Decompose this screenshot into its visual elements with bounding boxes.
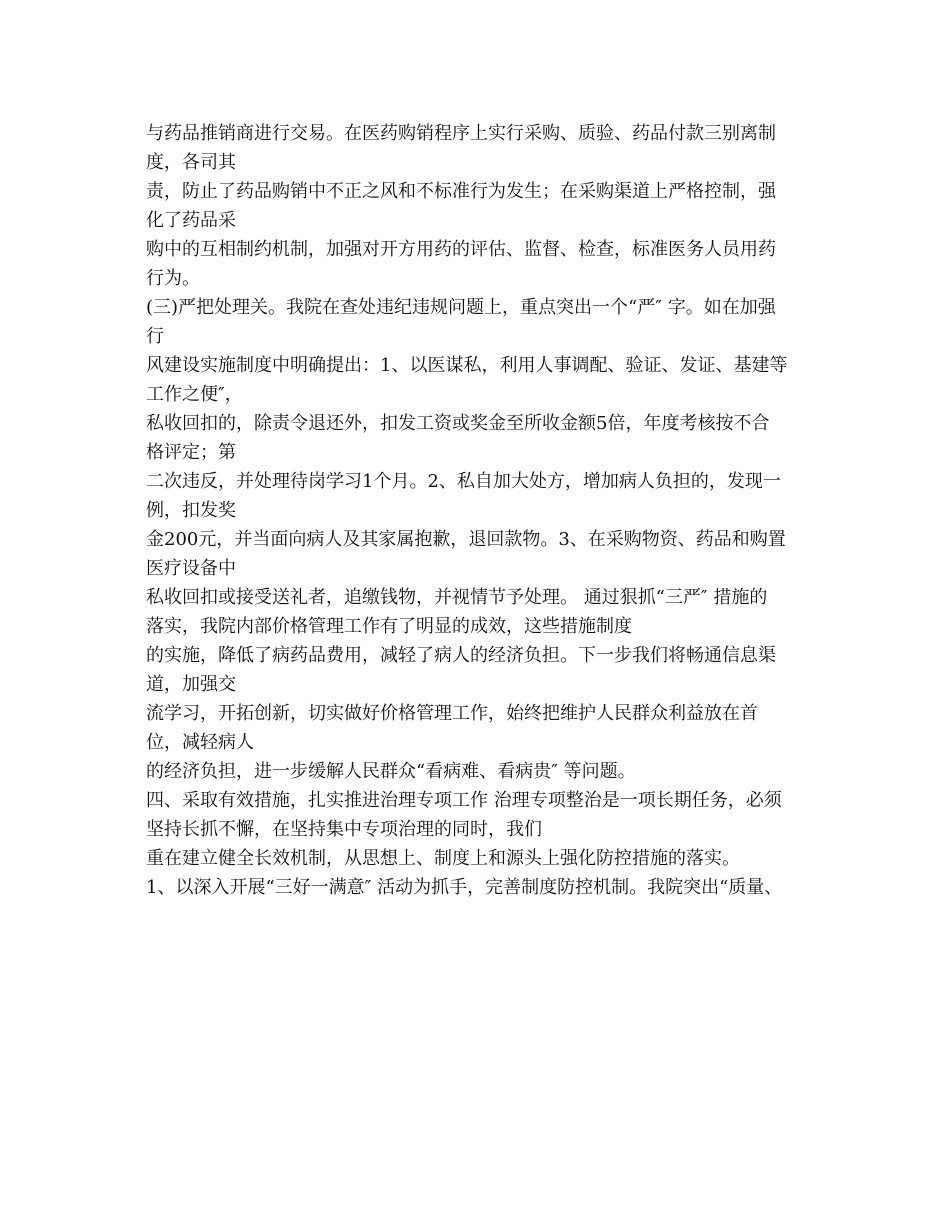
text-line: 行为。 <box>146 268 200 289</box>
text-line: 二次违反，并处理待岗学习1个月。2、私自加大处方，增加病人负担的，发现一 <box>146 471 781 492</box>
text-line: 四、采取有效措施，扎实推进治理专项工作 治理专项整治是一项长期任务，必须 <box>146 790 782 811</box>
text-line: 风建设实施制度中明确提出：1、以医谋私，利用人事调配、验证、发证、基建等 <box>146 355 788 376</box>
text-line: 行 <box>146 326 164 347</box>
text-line: 工作之便″， <box>146 384 243 405</box>
text-line: 格评定；第 <box>146 442 236 463</box>
text-line: 私收回扣或接受送礼者，追缴钱物，并视情节予处理。 通过狠抓“三严″ 措施的 <box>146 587 768 608</box>
text-line: 与药品推销商进行交易。在医药购销程序上实行采购、质验、药品付款三别离制 <box>146 123 776 144</box>
document-body <box>146 119 816 902</box>
text-line: 金200元，并当面向病人及其家属抱歉，退回款物。3、在采购物资、药品和购置 <box>146 529 786 550</box>
text-line: 重在建立健全长效机制，从思想上、制度上和源头上强化防控措施的落实。 <box>146 848 740 869</box>
text-line: 流学习，开拓创新，切实做好价格管理工作，始终把维护人民群众利益放在首 <box>146 703 758 724</box>
text-line: 购中的互相制约机制，加强对开方用药的评估、监督、检查，标准医务人员用药 <box>146 239 776 260</box>
text-line: 位，减轻病人 <box>146 732 254 753</box>
text-line: 落实，我院内部价格管理工作有了明显的成效，这些措施制度 <box>146 616 632 637</box>
text-line: 道，加强交 <box>146 674 236 695</box>
text-line: (三)严把处理关。我院在查处违纪违规问题上，重点突出一个“严″ 字。如在加强 <box>146 297 776 318</box>
text-line: 的实施，降低了病药品费用，减轻了病人的经济负担。下一步我们将畅通信息渠 <box>146 645 776 666</box>
text-line: 度，各司其 <box>146 152 236 173</box>
text-line: 化了药品采 <box>146 210 236 231</box>
text-line: 的经济负担，进一步缓解人民群众“看病难、看病贵″ 等问题。 <box>146 761 636 782</box>
text-line: 坚持长抓不懈，在坚持集中专项治理的同时，我们 <box>146 819 542 840</box>
text-line: 责，防止了药品购销中不正之风和不标准行为发生；在采购渠道上严格控制，强 <box>146 181 776 202</box>
text-line: 私收回扣的，除责令退还外，扣发工资或奖金至所收金额5倍，年度考核按不合 <box>146 413 770 434</box>
text-line: 例，扣发奖 <box>146 500 236 521</box>
text-line: 医疗设备中 <box>146 558 236 579</box>
text-line: 1、以深入开展“三好一满意″ 活动为抓手，完善制度防控机制。我院突出“质量、 <box>146 877 783 898</box>
